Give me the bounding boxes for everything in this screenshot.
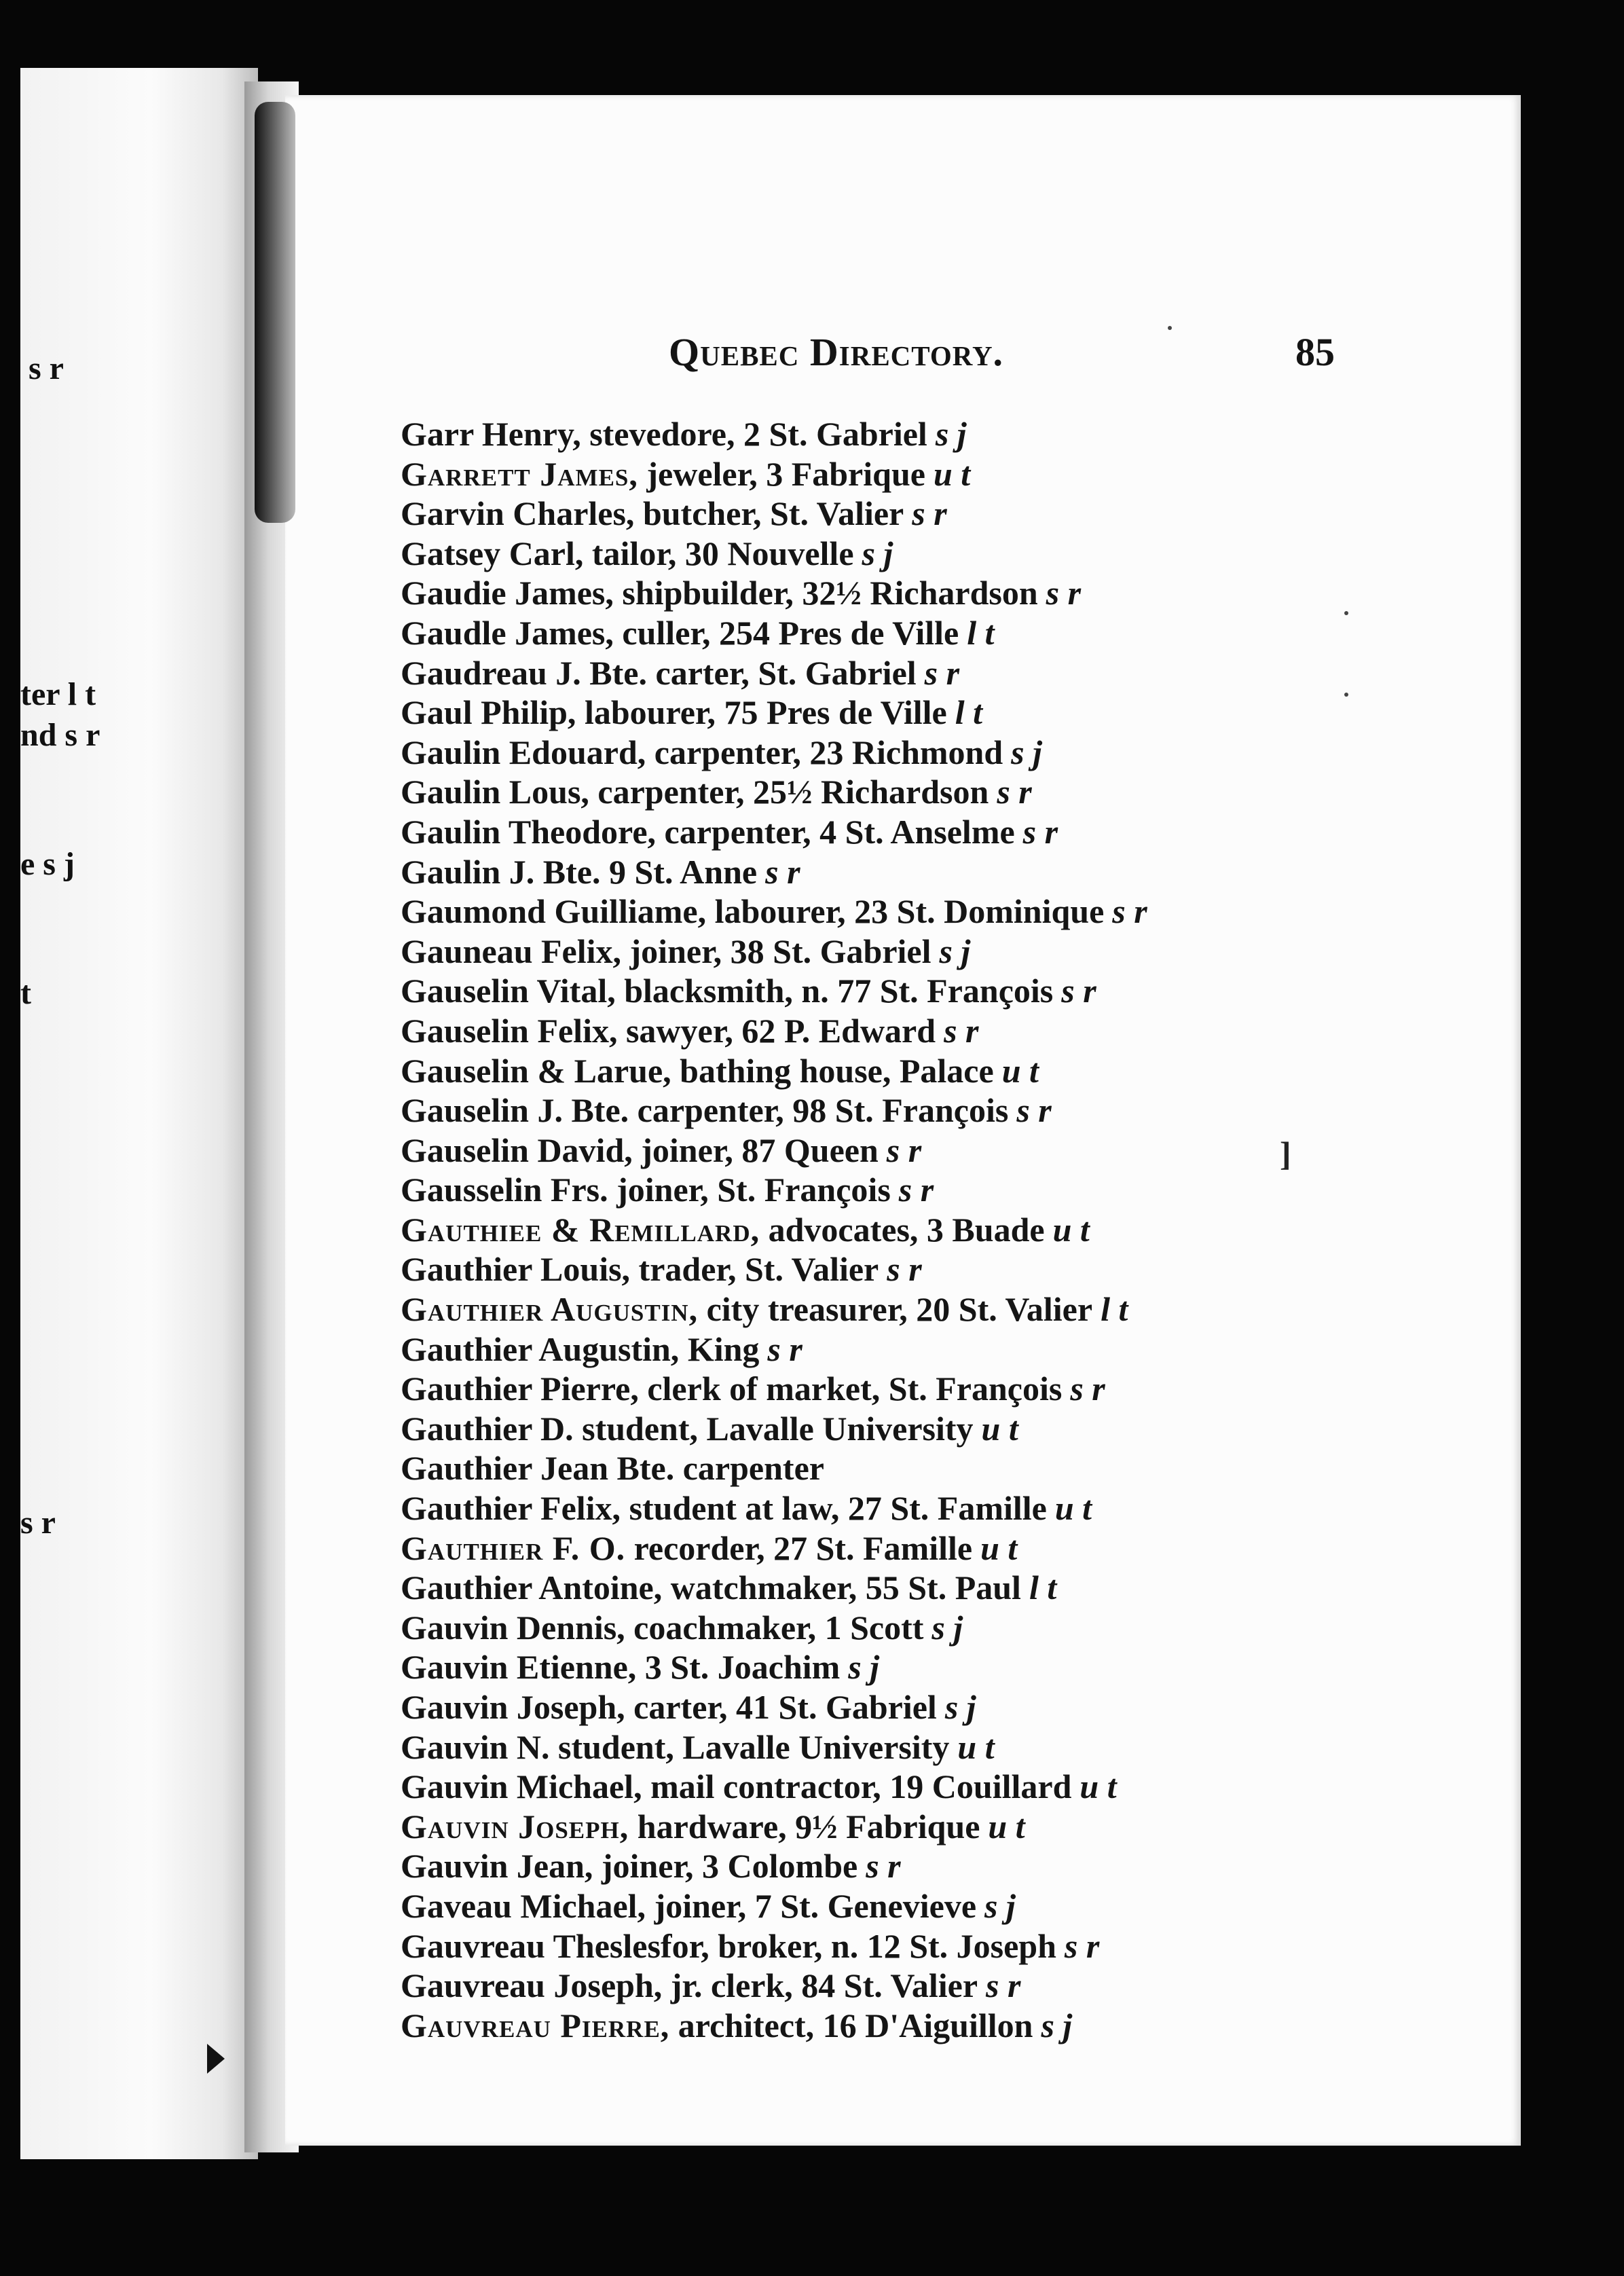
directory-entry (401, 1369, 1500, 1409)
entry-ward: u t (957, 1727, 995, 1766)
entry-detail: carpenter (682, 1449, 824, 1488)
entry-detail: advocates, 3 Buade (768, 1210, 1045, 1249)
entry-name: Gaulin Theodore, (401, 812, 657, 851)
directory-entry (401, 1568, 1500, 1608)
entry-detail: city treasurer, 20 St. Valier (706, 1290, 1093, 1329)
entry-detail: culler, 254 Pres de Ville (622, 613, 959, 652)
entry-detail: bathing house, Palace (680, 1051, 994, 1090)
entry-ward: s j (931, 1608, 963, 1647)
directory-entry (401, 1488, 1500, 1528)
entry-name: Gauselin Felix, (401, 1011, 618, 1050)
directory-entry (401, 1051, 1500, 1091)
entry-detail: carpenter, 98 St. François (637, 1091, 1009, 1130)
entry-name: Gaudie James, (401, 574, 614, 612)
directory-entry (401, 852, 1500, 892)
entry-name: Gauselin Vital, (401, 972, 616, 1010)
entry-name: Gauthier F. O. (401, 1528, 626, 1567)
page-number: 85 (1295, 330, 1335, 374)
entry-ward: s j (1011, 733, 1043, 771)
entry-detail: coachmaker, 1 Scott (633, 1608, 924, 1647)
directory-entry (401, 693, 1500, 733)
spine-shadow (255, 102, 295, 523)
margin-mark: ] (1280, 1135, 1291, 1173)
entry-detail: 3 St. Joachim (644, 1648, 841, 1687)
speck (1168, 326, 1172, 330)
entry-ward: s j (984, 1886, 1016, 1925)
entry-ward: s r (986, 1966, 1021, 2005)
directory-entry (401, 1647, 1500, 1687)
directory-entry (401, 573, 1500, 613)
entry-name: Gaul Philip, (401, 693, 576, 732)
entry-name: Gauthier Augustin, (401, 1329, 680, 1368)
entry-ward: u t (933, 454, 971, 493)
directory-page (285, 95, 1521, 2146)
directory-entry (401, 1289, 1500, 1329)
entry-ward: s r (997, 773, 1032, 811)
directory-entry (401, 1966, 1500, 2006)
entry-detail: sawyer, 62 P. Edward (625, 1011, 936, 1050)
directory-entry (401, 1131, 1500, 1171)
entry-name: Gauselin J. Bte. (401, 1091, 629, 1130)
entry-detail: joiner, St. François (616, 1171, 891, 1209)
directory-entry (401, 892, 1500, 932)
directory-entries (401, 414, 1500, 2045)
directory-entry (401, 494, 1500, 534)
speck (1344, 611, 1348, 615)
directory-entry (401, 2006, 1500, 2046)
entry-name: Gauthier Pierre, (401, 1370, 639, 1408)
directory-entry (401, 454, 1500, 494)
entry-detail: clerk of market, St. François (647, 1370, 1063, 1408)
entry-name: Gaulin J. Bte. (401, 852, 601, 891)
facing-page-fragment: nd s r (20, 717, 100, 753)
entry-ward: s r (924, 653, 960, 692)
entry-name: Gauselin David, (401, 1131, 633, 1169)
entry-name: Garvin Charles, (401, 494, 635, 533)
entry-name: Gauvin Etienne, (401, 1648, 637, 1687)
entry-detail: carpenter, 25½ Richardson (597, 773, 989, 811)
directory-entry (401, 772, 1500, 812)
directory-entry (401, 1011, 1500, 1051)
directory-entry (401, 1727, 1500, 1767)
entry-name: Gauvin Joseph, (401, 1807, 629, 1846)
entry-detail: broker, n. 12 St. Joseph (718, 1926, 1056, 1965)
entry-detail: student, Lavalle University (558, 1727, 950, 1766)
entry-name: Gauvreau Pierre, (401, 2006, 670, 2044)
entry-ward: s r (1061, 972, 1096, 1010)
directory-entry (401, 1210, 1500, 1250)
entry-ward: s r (887, 1250, 922, 1289)
directory-entry (401, 1409, 1500, 1449)
entry-ward: s r (1112, 892, 1147, 931)
directory-entry (401, 414, 1500, 454)
entry-name: Gauvreau Theslesfor, (401, 1926, 709, 1965)
entry-detail: stevedore, 2 St. Gabriel (589, 415, 927, 453)
entry-name: Gatsey Carl, (401, 534, 584, 572)
entry-ward: u t (981, 1409, 1018, 1448)
entry-detail: joiner, 87 Queen (641, 1131, 879, 1169)
entry-detail: labourer, 75 Pres de Ville (584, 693, 947, 732)
entry-ward: u t (1054, 1489, 1092, 1528)
entry-name: Gauvin Dennis, (401, 1608, 625, 1647)
entry-name: Gauvin N. (401, 1727, 550, 1766)
facing-page-fragment: s r (20, 1505, 56, 1541)
page-title: Quebec Directory. (669, 330, 1004, 374)
entry-ward: s j (1041, 2006, 1073, 2044)
entry-name: Gaumond Guilliame, (401, 892, 707, 931)
directory-entry (401, 1448, 1500, 1488)
directory-entry (401, 1528, 1500, 1568)
entry-detail: joiner, 38 St. Gabriel (629, 932, 931, 970)
entry-detail: hardware, 9½ Fabrique (637, 1807, 980, 1846)
directory-entry (401, 653, 1500, 693)
entry-name: Gauthier D. (401, 1409, 574, 1448)
entry-ward: s j (848, 1648, 880, 1687)
entry-ward: u t (988, 1807, 1025, 1846)
entry-detail: joiner, 7 St. Genevieve (654, 1886, 977, 1925)
entry-ward: s r (912, 494, 947, 533)
entry-ward: s j (862, 534, 893, 572)
entry-ward: s r (1016, 1091, 1052, 1130)
entry-detail: carpenter, 23 Richmond (654, 733, 1003, 771)
facing-page-fragment: e s j (20, 846, 75, 882)
directory-entry (401, 1807, 1500, 1847)
directory-entry (401, 534, 1500, 574)
directory-entry (401, 1687, 1500, 1727)
entry-ward: s r (886, 1131, 922, 1169)
directory-entry (401, 1170, 1500, 1210)
entry-name: Garrett James, (401, 454, 638, 493)
directory-entry (401, 733, 1500, 773)
entry-ward: l t (1101, 1290, 1128, 1329)
entry-name: Gaudle James, (401, 613, 614, 652)
entry-detail: joiner, 3 Colombe (601, 1847, 858, 1886)
entry-ward: s r (767, 1329, 802, 1368)
entry-detail: trader, St. Valier (638, 1250, 879, 1289)
entry-name: Gausselin Frs. (401, 1171, 608, 1209)
entry-name: Gauthier Louis, (401, 1250, 631, 1289)
directory-entry (401, 971, 1500, 1011)
entry-name: Gauthier Jean Bte. (401, 1449, 675, 1488)
entry-detail: carter, 41 St. Gabriel (633, 1688, 937, 1726)
directory-entry (401, 1767, 1500, 1807)
directory-entry (401, 613, 1500, 653)
entry-ward: l t (1029, 1568, 1057, 1607)
entry-detail: carter, St. Gabriel (655, 653, 917, 692)
entry-ward: s r (944, 1011, 979, 1050)
entry-ward: s r (866, 1847, 901, 1886)
entry-name: Garr Henry, (401, 415, 581, 453)
directory-entry (401, 1886, 1500, 1926)
entry-ward: l t (967, 613, 995, 652)
entry-ward: s j (935, 415, 967, 453)
pointer-mark (207, 2044, 225, 2074)
facing-page-fragment: ter l t (20, 676, 96, 712)
entry-ward: s r (1064, 1926, 1100, 1965)
entry-name: Gaulin Lous, (401, 773, 589, 811)
entry-detail: student, Lavalle University (582, 1409, 974, 1448)
directory-entry (401, 1329, 1500, 1370)
entry-name: Gaulin Edouard, (401, 733, 646, 771)
entry-detail: student at law, 27 St. Famille (629, 1489, 1047, 1528)
entry-name: Gauthier Augustin, (401, 1290, 699, 1329)
entry-detail: tailor, 30 Nouvelle (591, 534, 854, 572)
entry-ward: s r (1022, 812, 1058, 851)
entry-name: Gauvin Michael, (401, 1767, 642, 1806)
entry-name: Gauvin Jean, (401, 1847, 593, 1886)
entry-name: Gauthiee & Remillard, (401, 1210, 760, 1249)
entry-ward: s r (1046, 574, 1082, 612)
directory-entry (401, 1249, 1500, 1289)
entry-name: Gaudreau J. Bte. (401, 653, 647, 692)
facing-page-fragment: t (20, 975, 31, 1011)
entry-name: Gauvreau Joseph, (401, 1966, 663, 2005)
directory-entry (401, 932, 1500, 972)
entry-detail: butcher, St. Valier (642, 494, 904, 533)
entry-ward: u t (1079, 1767, 1117, 1806)
directory-entry (401, 1926, 1500, 1966)
entry-ward: l t (955, 693, 983, 732)
running-head (285, 329, 1521, 377)
entry-name: Gauneau Felix, (401, 932, 622, 970)
entry-detail: jeweler, 3 Fabrique (646, 454, 925, 493)
entry-detail: labourer, 23 St. Dominique (714, 892, 1105, 931)
entry-ward: u t (1001, 1051, 1039, 1090)
directory-entry (401, 812, 1500, 852)
entry-detail: King (687, 1329, 760, 1368)
entry-detail: blacksmith, n. 77 St. François (624, 972, 1054, 1010)
entry-name: Gauselin & Larue, (401, 1051, 671, 1090)
entry-detail: jr. clerk, 84 St. Valier (670, 1966, 978, 2005)
directory-entry (401, 1846, 1500, 1886)
directory-entry (401, 1608, 1500, 1648)
entry-detail: 9 St. Anne (608, 852, 758, 891)
entry-detail: watchmaker, 55 St. Paul (670, 1568, 1021, 1607)
facing-page-fragment: s r (29, 350, 64, 386)
directory-entry (401, 1090, 1500, 1131)
entry-ward: s j (939, 932, 971, 970)
entry-ward: s j (944, 1688, 976, 1726)
facing-page (20, 68, 258, 2159)
entry-detail: architect, 16 D'Aiguillon (678, 2006, 1033, 2044)
entry-ward: s r (765, 852, 800, 891)
speck (1344, 693, 1348, 697)
entry-name: Gaveau Michael, (401, 1886, 646, 1925)
entry-ward: u t (1052, 1210, 1090, 1249)
entry-ward: s r (898, 1171, 934, 1209)
entry-detail: shipbuilder, 32½ Richardson (622, 574, 1038, 612)
entry-ward: s r (1070, 1370, 1105, 1408)
entry-name: Gauvin Joseph, (401, 1688, 625, 1726)
entry-detail: carpenter, 4 St. Anselme (664, 812, 1015, 851)
entry-name: Gauthier Felix, (401, 1489, 621, 1528)
entry-name: Gauthier Antoine, (401, 1568, 663, 1607)
entry-ward: u t (980, 1528, 1018, 1567)
entry-detail: mail contractor, 19 Couillard (650, 1767, 1072, 1806)
entry-detail: recorder, 27 St. Famille (633, 1528, 973, 1567)
